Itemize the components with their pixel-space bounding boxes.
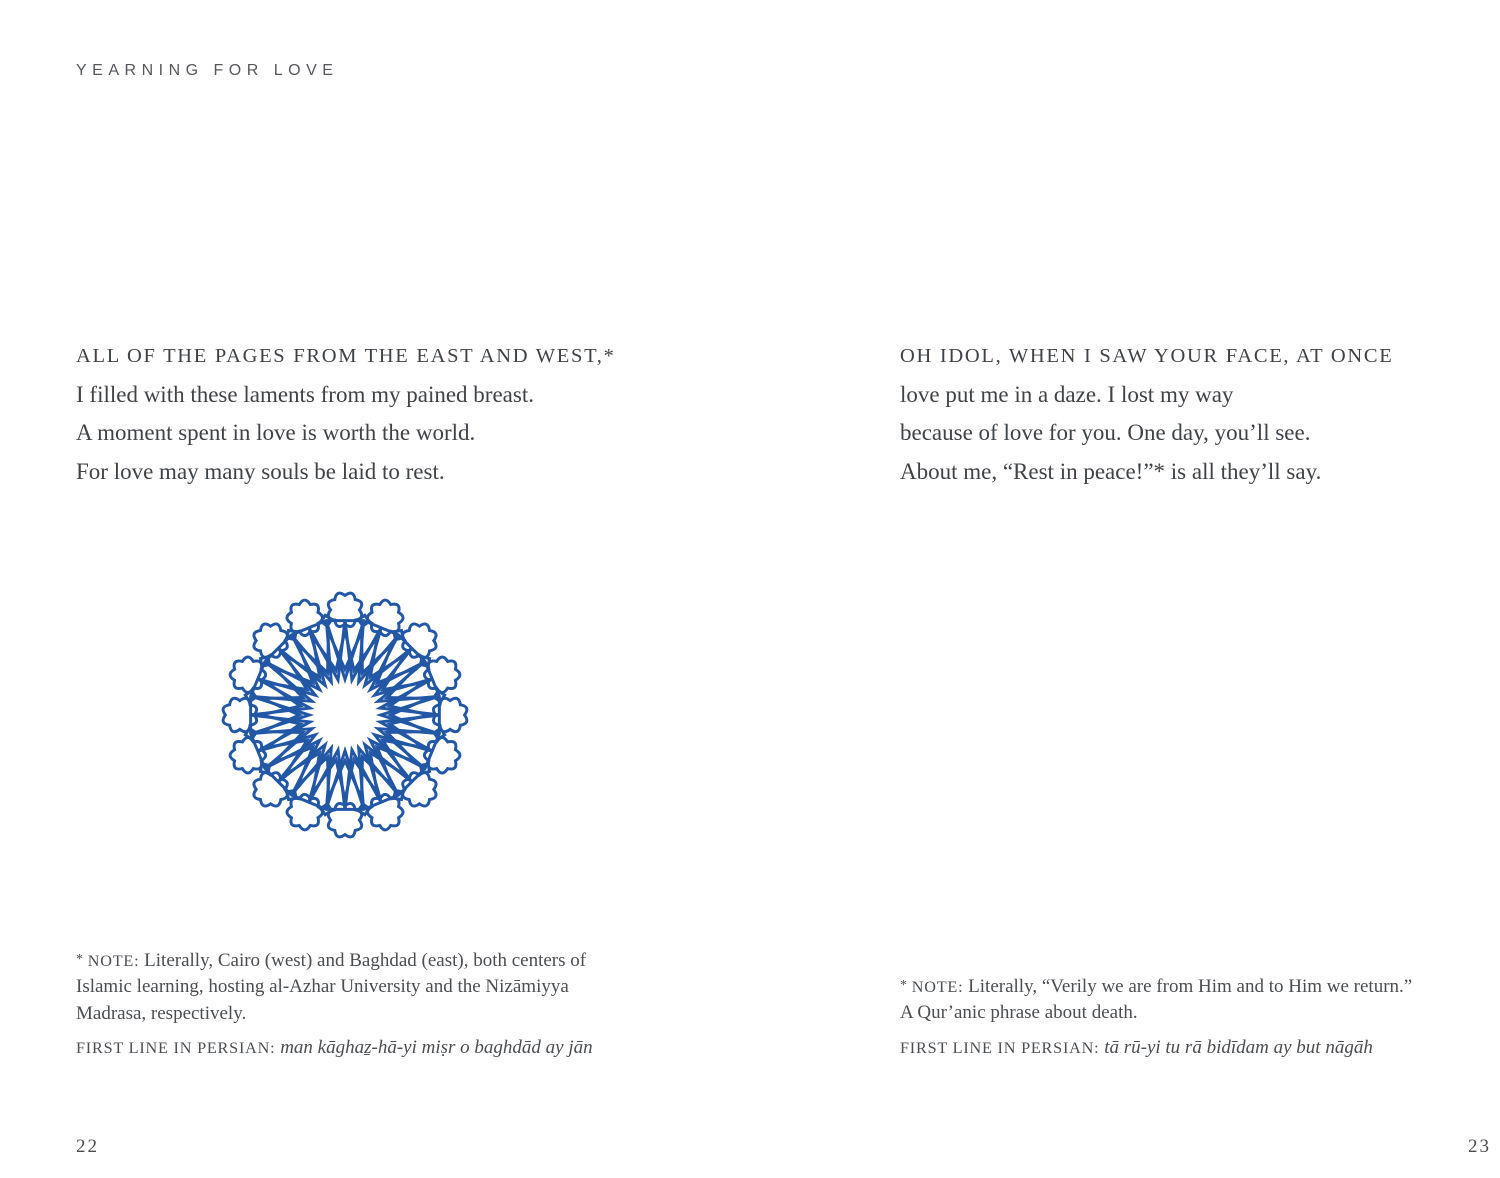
footnote-label: NOTE: [87,952,140,970]
poem-right [900,337,1393,491]
persian-transliteration: man kāghaẕ-hā-yi miṣr o baghdād ay jān [280,1037,593,1058]
poem-opening-line: OH IDOL, WHEN I SAW YOUR FACE, AT ONCE [900,345,1394,367]
persian-line-right [900,1037,1373,1059]
footnote-line: Islamic learning, hosting al-Azhar University and the Nizāmiyya [76,976,569,998]
poem-line: I filled with these laments from my pained breast. [76,381,534,407]
page-number-left: 22 [76,1136,99,1157]
footnote-line: Madrasa, respectively. [76,1002,247,1024]
footnote-line: A Qur’anic phrase about death. [900,1002,1138,1024]
page-number-right: 23 [1468,1136,1491,1157]
islamic-rosette-ornament [220,590,470,840]
footnote-asterisk: * [76,952,83,967]
persian-label: FIRST LINE IN PERSIAN: [900,1039,1100,1057]
poem-line: About me, “Rest in peace!”* is all they’ll say. [900,458,1322,484]
footnote-line [900,973,1480,1000]
poem-line: A moment spent in love is worth the world. [76,420,476,445]
footnote-text: Literally, “Verily we are from Him and to Him we return.” [968,976,1413,997]
footnote-asterisk: * [900,978,907,993]
persian-transliteration: tā rū-yi tu rā bidīdam ay but nāgāh [1104,1037,1373,1058]
footnote-left [76,947,656,1027]
poem-opening-line: ALL OF THE PAGES FROM THE EAST AND WEST,* [76,345,616,367]
footnote-line [76,947,656,974]
footnote-label: NOTE: [911,978,964,996]
footnote-text: Literally, Cairo (west) and Baghdad (east), both centers of [144,950,587,971]
poem-line: For love may many souls be laid to rest. [76,458,445,484]
poem-line: love put me in a daze. I lost my way [900,381,1234,407]
poem-line: because of love for you. One day, you’ll see. [900,420,1311,445]
running-header: YEARNING FOR LOVE [76,62,339,79]
poem-left [76,337,616,491]
persian-label: FIRST LINE IN PERSIAN: [76,1039,276,1057]
persian-line-left [76,1037,593,1059]
footnote-right [900,973,1480,1027]
